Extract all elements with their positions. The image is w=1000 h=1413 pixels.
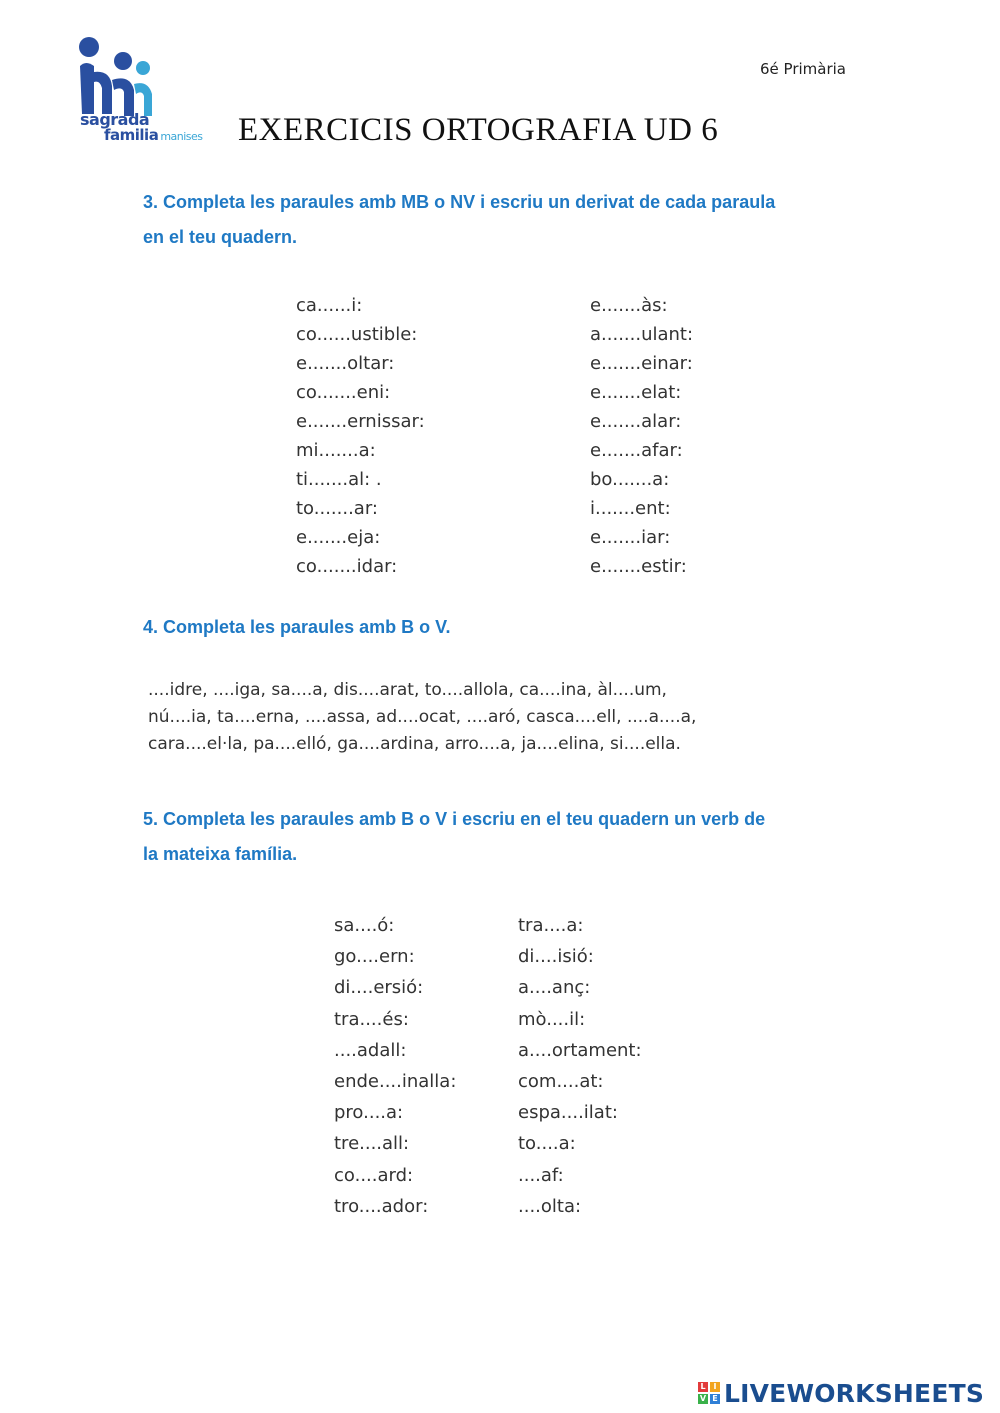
exercise-3-item[interactable]: co.......idar: <box>296 556 398 577</box>
exercise-3-instruction-line-2: en el teu quadern. <box>143 227 298 247</box>
exercise-3-item[interactable]: e.......elat: <box>590 382 682 403</box>
exercise-5-item[interactable]: go....ern: <box>334 946 415 968</box>
exercise-5-item[interactable]: tro....ador: <box>334 1195 429 1217</box>
exercise-5-item[interactable]: tra....és: <box>334 1008 409 1030</box>
exercise-5-item[interactable]: sa....ó: <box>334 915 395 936</box>
liveworksheets-brand <box>698 1378 984 1408</box>
exercise-3-item[interactable]: a.......ulant: <box>590 324 694 345</box>
exercise-5-item[interactable]: ....adall: <box>334 1039 407 1061</box>
exercise-3-item[interactable]: ca......i: <box>296 295 363 316</box>
exercise-4-instruction: 4. Completa les paraules amb B o V. <box>143 617 451 637</box>
badge-letter: V <box>699 1394 707 1403</box>
exercise-3-item[interactable]: e.......einar: <box>590 353 693 374</box>
exercise-3-left-list <box>296 291 425 581</box>
badge-letter: E <box>710 1394 720 1404</box>
exercise-4-line[interactable]: cara....el·la, pa....elló, ga....ardina, arro....a, ja....elina, si....ella. <box>148 734 681 754</box>
exercise-3-item[interactable]: e.......ernissar: <box>296 411 425 432</box>
exercise-3-item[interactable]: e.......afar: <box>590 440 683 461</box>
exercise-3-item[interactable]: i.......ent: <box>590 498 671 519</box>
exercise-5-item[interactable]: co....ard: <box>334 1164 414 1186</box>
page-title: EXERCICIS ORTOGRAFIA UD 6 <box>238 112 719 148</box>
exercise-3-item[interactable]: e.......estir: <box>590 556 687 577</box>
exercise-5-item[interactable]: mò....il: <box>518 1008 586 1030</box>
logo-text-manises: manises <box>160 130 203 143</box>
exercise-5-item[interactable]: di....ersió: <box>334 977 424 999</box>
exercise-5-item[interactable]: tra....a: <box>518 915 584 936</box>
exercise-4-word-block <box>148 677 868 758</box>
exercise-5-item[interactable]: ....af: <box>518 1164 564 1186</box>
exercise-3-instruction-line-1: 3. Completa les paraules amb MB o NV i escriu un derivat de cada paraula <box>143 192 776 212</box>
exercise-3-item[interactable]: e.......eja: <box>296 527 381 548</box>
exercise-5-item[interactable]: di....isió: <box>518 946 594 968</box>
logo-text-sagrada: sagrada <box>80 110 150 129</box>
exercise-3-item[interactable]: bo.......a: <box>590 469 670 490</box>
exercise-4-line[interactable]: nú....ia, ta....erna, ....assa, ad....ocat, ....aró, casca....ell, ....a....a, <box>148 707 697 727</box>
exercise-3-item[interactable]: e.......iar: <box>590 527 671 548</box>
exercise-3-item[interactable]: to.......ar: <box>296 498 378 519</box>
exercise-5-instruction-line-2: la mateixa família. <box>143 844 298 864</box>
exercise-3-item[interactable]: e.......oltar: <box>296 353 395 374</box>
exercise-3-item[interactable]: ti.......al: . <box>296 469 382 490</box>
exercise-3-item[interactable]: e.......alar: <box>590 411 682 432</box>
liveworksheets-badge-icon <box>698 1382 720 1404</box>
badge-letter: L <box>698 1382 708 1392</box>
exercise-5-item[interactable]: ende....inalla: <box>334 1070 457 1092</box>
exercise-5-item[interactable]: a....ortament: <box>518 1039 642 1061</box>
exercise-3-item[interactable]: co......ustible: <box>296 324 418 345</box>
logo-text-familia: familia <box>104 126 159 144</box>
exercise-5-instruction-line-1: 5. Completa les paraules amb B o V i escriu en el teu quadern un verb de <box>143 809 766 829</box>
exercise-5-item[interactable]: espa....ilat: <box>518 1102 618 1124</box>
exercise-5-item[interactable]: tre....all: <box>334 1133 410 1155</box>
exercise-3-item[interactable]: e.......às: <box>590 295 668 316</box>
exercise-5-item[interactable]: com....at: <box>518 1070 604 1092</box>
badge-letter: I <box>710 1382 720 1392</box>
exercise-5-right-list <box>518 910 642 1222</box>
exercise-5-instruction <box>143 802 863 872</box>
exercise-5-item[interactable]: ....olta: <box>518 1195 582 1217</box>
grade-label: 6é Primària <box>760 60 846 78</box>
exercise-3-item[interactable]: co.......eni: <box>296 382 391 403</box>
exercise-3-item[interactable]: mi.......a: <box>296 440 376 461</box>
exercise-3-right-list <box>590 291 693 581</box>
exercise-4-line[interactable]: ....idre, ....iga, sa....a, dis....arat, to....allola, ca....ina, àl....um, <box>148 680 667 700</box>
exercise-5-item[interactable]: to....a: <box>518 1133 576 1155</box>
exercise-5-item[interactable]: pro....a: <box>334 1102 404 1124</box>
exercise-5-item[interactable]: a....anç: <box>518 977 591 999</box>
liveworksheets-text: LIVEWORKSHEETS <box>724 1378 985 1408</box>
exercise-5-left-list <box>334 910 456 1222</box>
exercise-3-instruction <box>143 185 863 255</box>
